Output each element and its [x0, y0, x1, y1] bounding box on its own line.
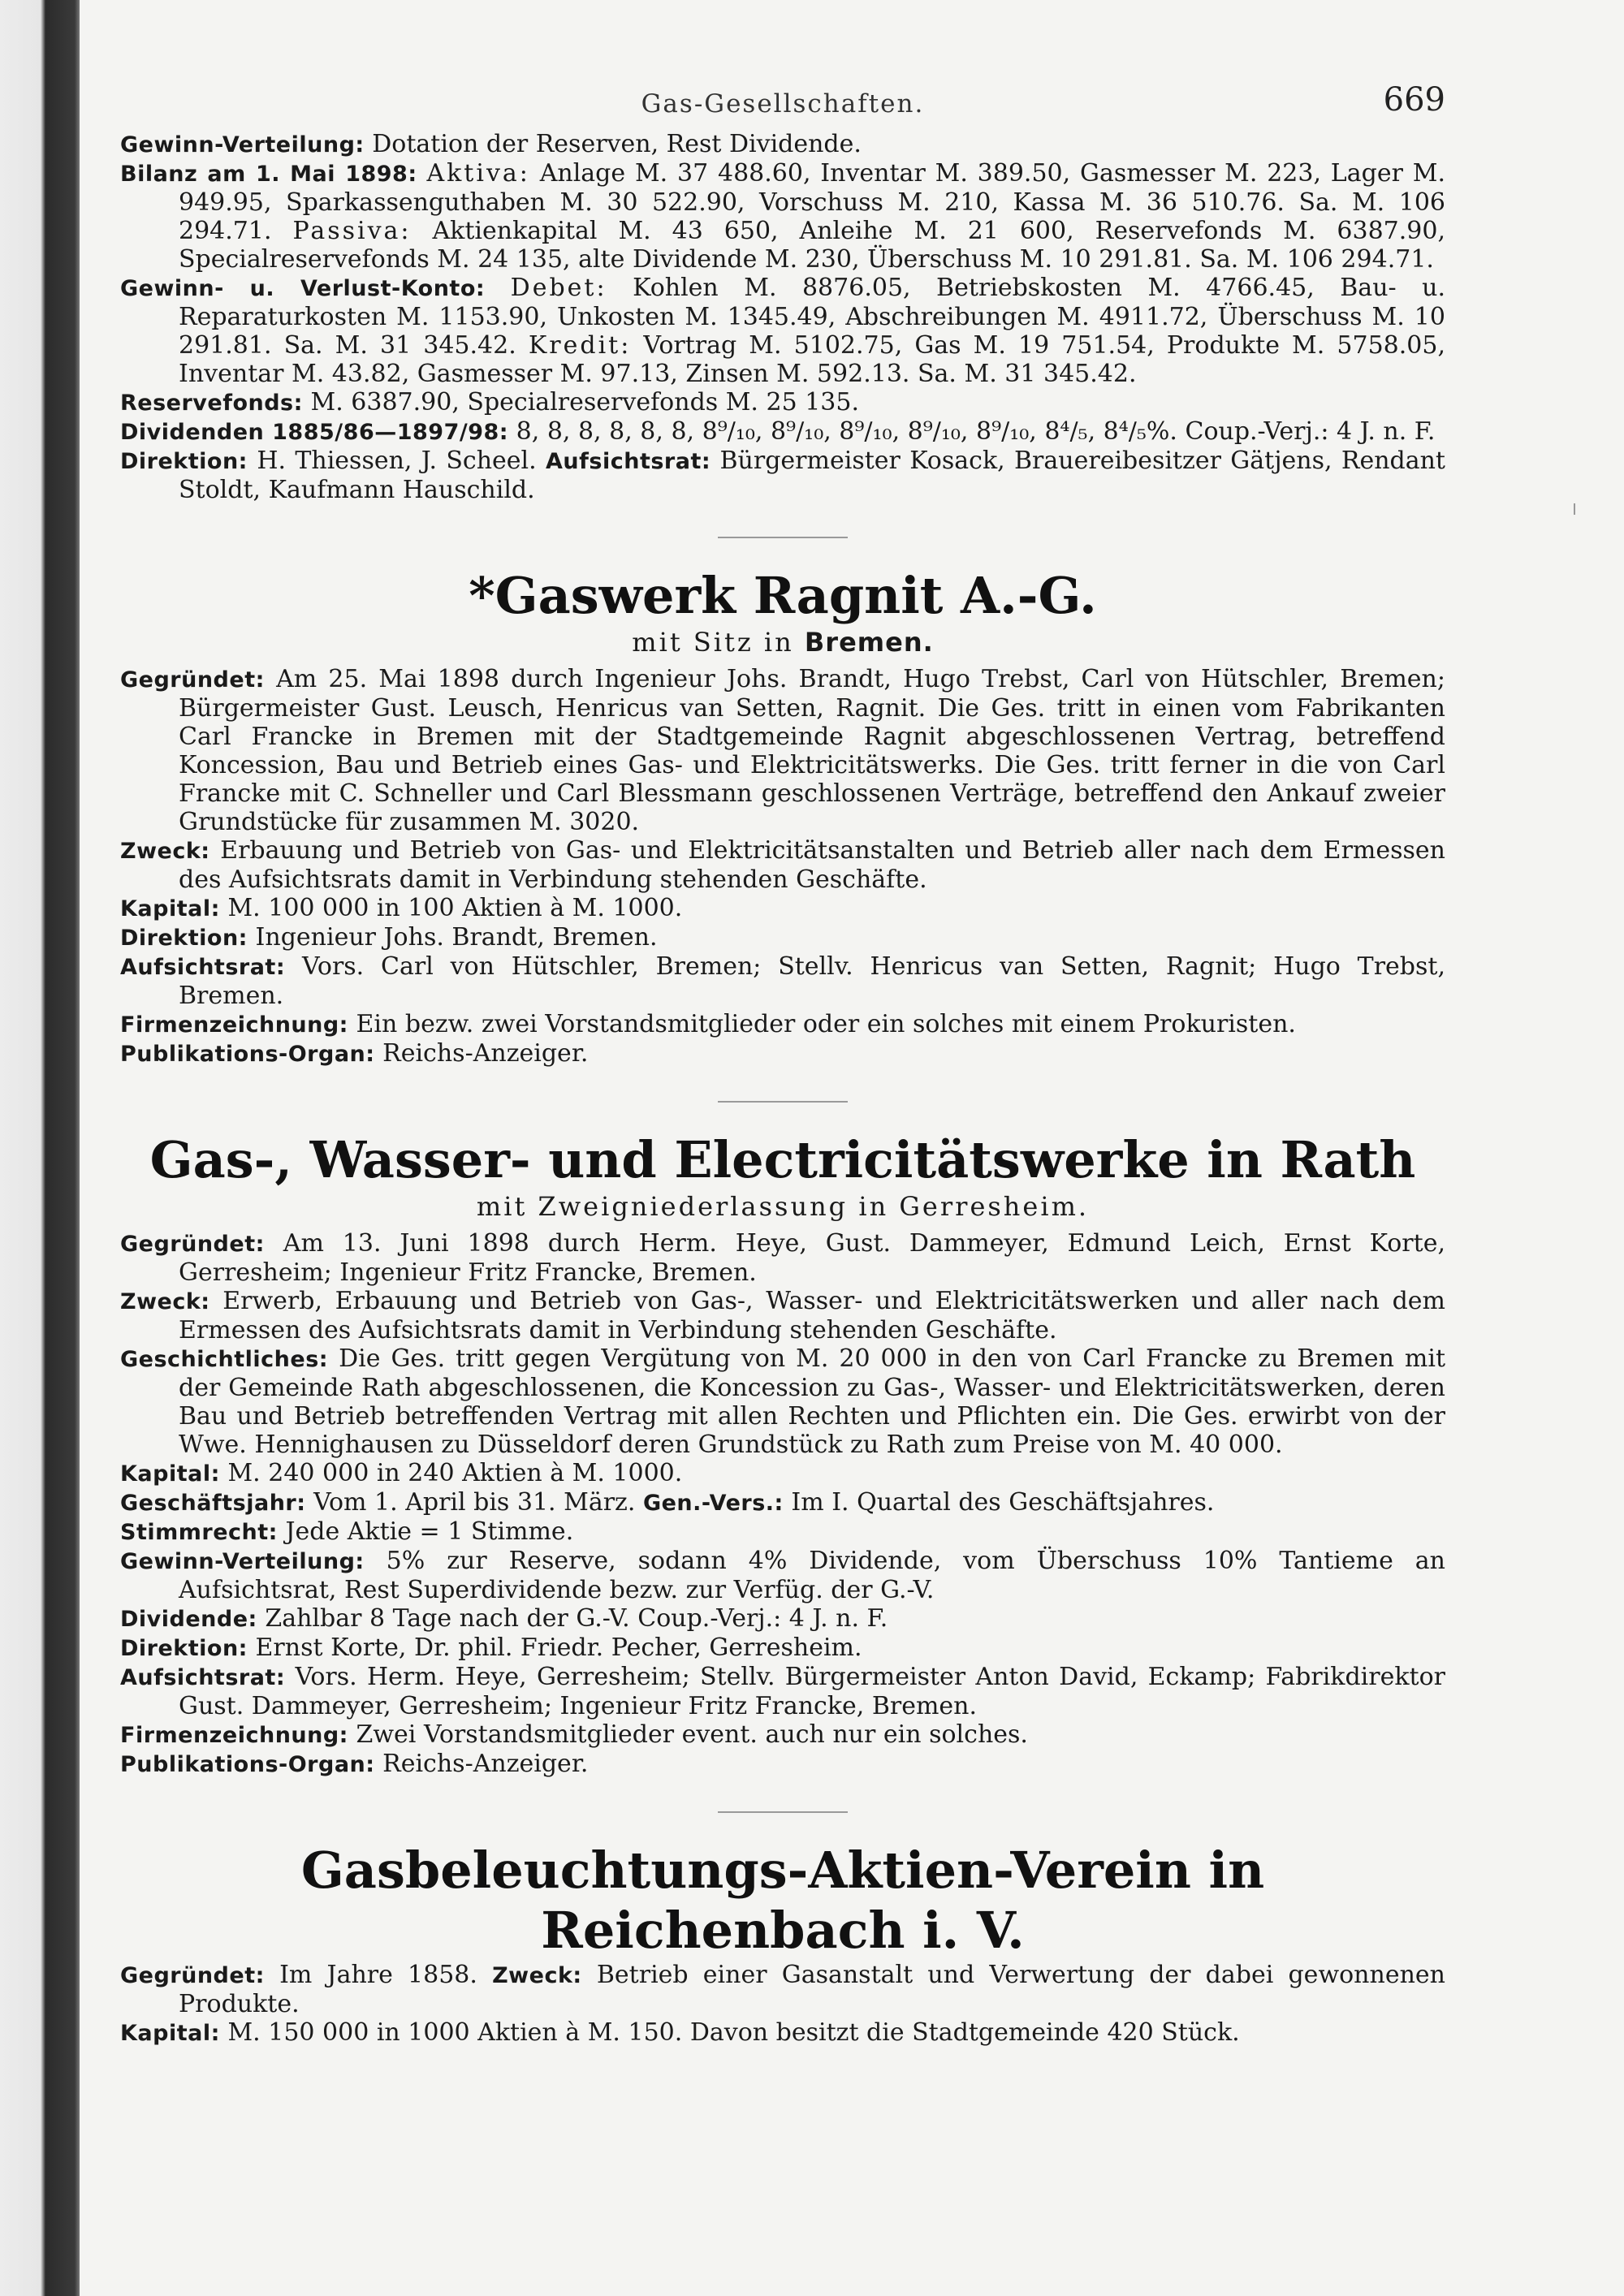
entry-text: M. 150 000 in 1000 Aktien à M. 150. Davon besitzt die Stadtgemeinde 420 Stück.	[227, 2018, 1240, 2047]
label: Reservefonds:	[120, 391, 303, 416]
entry-gegruendet	[120, 665, 1445, 836]
label: Kapital:	[120, 896, 220, 921]
entry-text: 8, 8, 8, 8, 8, 8, 8⁹/₁₀, 8⁹/₁₀, 8⁹/₁₀, 8⁹/₁₀, 8⁹/₁₀, 8⁴/₅, 8⁴/₅%. Coup.-Verj.: 4 J. n. F.	[516, 417, 1436, 446]
section-divider	[718, 1101, 848, 1103]
label: Dividenden 1885/86—1897/98:	[120, 420, 509, 445]
label: Kapital:	[120, 1461, 220, 1487]
label: Gegründet:	[120, 1963, 265, 1988]
entry-text: Erbauung und Betrieb von Gas- und Elektricitätsanstalten und Betrieb aller nach dem Ermessen des Aufsichtsrats damit in Verbindung stehenden Geschäfte.	[179, 836, 1445, 894]
label: Firmenzeichnung:	[120, 1723, 348, 1748]
label: Dividende:	[120, 1607, 257, 1632]
entry-zweck	[120, 836, 1445, 894]
entry-text: Vom 1. April bis 31. März.	[313, 1488, 636, 1517]
entry-text: M. 6387.90, Specialreservefonds M. 25 135.	[310, 388, 859, 416]
page-number: 669	[1383, 81, 1445, 119]
company-title: Gasbeleuchtungs-Aktien-Verein in Reichenbach i. V.	[300, 1841, 1265, 1960]
entry-bilanz	[120, 159, 1445, 274]
label: Kapital:	[120, 2021, 220, 2046]
subtitle-prefix: mit Sitz in	[632, 627, 794, 658]
entry-text: Reichs-Anzeiger.	[382, 1039, 589, 1068]
label: Gewinn-Verteilung:	[120, 1549, 365, 1574]
entry-text: Betrieb einer Gasanstalt und Verwertung der dabei gewonnenen Produkte.	[179, 1961, 1445, 2018]
entry-kapital	[120, 2018, 1445, 2048]
entry-gegruendet-zweck	[120, 1961, 1445, 2018]
aktiva-word: Aktiva:	[426, 159, 530, 188]
entry-text: Vors. Carl von Hütschler, Bremen; Stellv. Henricus van Setten, Ragnit; Hugo Trebst, Bremen.	[179, 952, 1445, 1010]
entry-zweck	[120, 1287, 1445, 1344]
subtitle-city: Bremen.	[804, 627, 934, 658]
entry-gewinn-verteilung	[120, 1547, 1445, 1604]
entry-text: Am 25. Mai 1898 durch Ingenieur Johs. Brandt, Hugo Trebst, Carl von Hütschler, Bremen; Bürgermeister Gust. Leusch, Henricus van Setten, Ragnit. Die Ges. tritt in einen vom Fabrikanten Carl Francke in Bremen mit der Stadtgemeinde Ragnit abgeschlossenen Vertrag, betreffend Koncession, Bau und Betrieb eines Gas- und Elektricitätswerks. Die Ges. tritt ferner in die von Carl Francke mit C. Schneller und Carl Blessmann geschlossenen Verträge, betreffend den Ankauf zweier Grundstücke für zusammen M. 3020.	[179, 665, 1445, 836]
entry-firmenzeichnung	[120, 1010, 1445, 1039]
entry-text: Jede Aktie = 1 Stimme.	[285, 1517, 574, 1546]
kredit-text: Vortrag M. 5102.75, Gas M. 19 751.54, Produkte M. 5758.05, Inventar M. 43.82, Gasmesser M. 97.13, Zinsen M. 592.13. Sa. M. 31 345.42.	[179, 331, 1445, 388]
entry-text: Bürgermeister Kosack, Brauereibesitzer Gätjens, Rendant Stoldt, Kaufmann Hauschild.	[179, 447, 1445, 504]
previous-company-section	[120, 130, 1445, 504]
entry-text: Ingenieur Johs. Brandt, Bremen.	[255, 923, 658, 952]
entry-direktion	[120, 1634, 1445, 1663]
entry-text: Ernst Korte, Dr. phil. Friedr. Pecher, Gerresheim.	[255, 1634, 862, 1662]
entry-text: Die Ges. tritt gegen Vergütung von M. 20 000 in den von Carl Francke zu Bremen mit der Gemeinde Rath abgeschlossenen, die Koncession zu Gas-, Wasser- und Elektricitätswerken, deren Bau und Betrieb betreffenden Vertrag mit allen Rechten und Pflichten ein. Die Ges. erwirbt von der Wwe. Hennighausen zu Düsseldorf deren Grundstück zu Rath zum Preise von M. 40 000.	[179, 1344, 1445, 1459]
entry-stimmrecht	[120, 1517, 1445, 1547]
label: Zweck:	[120, 839, 210, 864]
kredit-word: Kredit:	[528, 331, 632, 360]
entry-text: Dotation der Reserven, Rest Dividende.	[372, 130, 862, 158]
label: Geschichtliches:	[120, 1347, 329, 1372]
company-title: *Gaswerk Ragnit A.-G.	[469, 566, 1097, 625]
entry-text: H. Thiessen, J. Scheel.	[257, 447, 537, 475]
company-title: Gas-, Wasser- und Electricitätswerke in Rath	[149, 1130, 1416, 1189]
label: Firmenzeichnung:	[120, 1012, 348, 1038]
label: Gewinn-Verteilung:	[120, 132, 365, 158]
entry-kapital	[120, 894, 1445, 923]
label: Gen.-Vers.:	[642, 1491, 784, 1516]
entry-direktion	[120, 923, 1445, 952]
label: Stimmrecht:	[120, 1520, 278, 1545]
entry-firmenzeichnung	[120, 1720, 1445, 1750]
passiva-word: Passiva:	[292, 217, 412, 245]
company-reichenbach	[120, 1841, 1445, 2048]
entry-geschichtliches	[120, 1344, 1445, 1459]
label: Publikations-Organ:	[120, 1042, 375, 1067]
company-rath	[120, 1130, 1445, 1779]
debet-text: Kohlen M. 8876.05, Betriebskosten M. 4766.45, Bau- u. Reparaturkosten M. 1153.90, Unkosten M. 1345.49, Abschreibungen M. 4911.72, Überschuss M. 10 291.81. Sa. M. 31 345.42.	[179, 274, 1445, 360]
label: Zweck:	[120, 1289, 210, 1314]
entry-gewinn-verlust	[120, 274, 1445, 388]
section-divider	[718, 537, 848, 538]
label: Publikations-Organ:	[120, 1752, 375, 1777]
entry-aufsichtsrat	[120, 1663, 1445, 1720]
company-subtitle	[120, 626, 1445, 658]
entry-text: 5% zur Reserve, sodann 4% Dividende, vom Überschuss 10% Tantieme an Aufsichtsrat, Rest Superdividende bezw. zur Verfüg. der G.-V.	[179, 1547, 1445, 1604]
debet-word: Debet:	[510, 274, 607, 302]
entry-text: Im I. Quartal des Geschäftsjahres.	[791, 1488, 1215, 1517]
company-subtitle: mit Zweigniederlassung in Gerresheim.	[476, 1191, 1090, 1222]
entry-reservefonds	[120, 388, 1445, 417]
label: Aufsichtsrat:	[120, 1665, 286, 1690]
book-binding-shadow	[0, 0, 80, 2296]
entry-direktion-aufsichtsrat	[120, 447, 1445, 504]
label: Gegründet:	[120, 667, 265, 693]
entry-text: Am 13. Juni 1898 durch Herm. Heye, Gust. Dammeyer, Edmund Leich, Ernst Korte, Gerresheim; Ingenieur Fritz Francke, Bremen.	[179, 1229, 1445, 1287]
entry-text: Reichs-Anzeiger.	[382, 1750, 589, 1778]
page-content	[120, 81, 1445, 2048]
label: Zweck:	[492, 1963, 582, 1988]
label: Direktion:	[120, 1636, 248, 1661]
entry-text: M. 100 000 in 100 Aktien à M. 1000.	[227, 894, 683, 922]
label: Bilanz am 1. Mai 1898:	[120, 162, 417, 187]
entry-kapital	[120, 1459, 1445, 1488]
entry-dividenden	[120, 417, 1445, 447]
passiva-text: Aktienkapital M. 43 650, Anleihe M. 21 600, Reservefonds M. 6387.90, Specialreservefonds M. 24 135, alte Dividende M. 230, Überschuss M. 10 291.81. Sa. M. 106 294.71.	[179, 217, 1445, 274]
entry-dividende	[120, 1604, 1445, 1634]
label: Direktion:	[120, 926, 248, 951]
section-divider	[718, 1811, 848, 1813]
label: Aufsichtsrat:	[546, 449, 711, 474]
entry-text: Erwerb, Erbauung und Betrieb von Gas-, Wasser- und Elektricitätswerken und aller nach dem Ermessen des Aufsichtsrats damit in Verbindung stehenden Geschäfte.	[179, 1287, 1446, 1344]
entry-aufsichtsrat	[120, 952, 1445, 1010]
aktiva-text: Anlage M. 37 488.60, Inventar M. 389.50, Gasmesser M. 223, Lager M. 949.95, Sparkassenguthaben M. 30 522.90, Vorschuss M. 210, Kassa M. 36 510.76. Sa. M. 106 294.71.	[179, 159, 1445, 245]
entry-text: Zwei Vorstandsmitglieder event. auch nur ein solches.	[356, 1720, 1028, 1749]
entry-geschaeftsjahr	[120, 1488, 1445, 1517]
entry-publikation	[120, 1039, 1445, 1068]
entry-text: Ein bezw. zwei Vorstandsmitglieder oder ein solches mit einem Prokuristen.	[356, 1010, 1296, 1038]
label: Direktion:	[120, 449, 248, 474]
entry-text: Im Jahre 1858.	[279, 1961, 477, 1989]
margin-mark	[1574, 503, 1575, 515]
label: Gewinn- u. Verlust-Konto:	[120, 276, 486, 301]
entry-gewinn-verteilung	[120, 130, 1445, 159]
entry-text: Zahlbar 8 Tage nach der G.-V. Coup.-Verj.: 4 J. n. F.	[265, 1604, 888, 1633]
label: Aufsichtsrat:	[120, 955, 286, 980]
label: Gegründet:	[120, 1232, 265, 1257]
running-head	[120, 81, 1445, 130]
company-gaswerk-ragnit	[120, 566, 1445, 1068]
entry-gegruendet	[120, 1229, 1445, 1287]
entry-text: M. 240 000 in 240 Aktien à M. 1000.	[227, 1459, 683, 1487]
label: Geschäftsjahr:	[120, 1491, 306, 1516]
entry-publikation	[120, 1750, 1445, 1779]
entry-text: Vors. Herm. Heye, Gerresheim; Stellv. Bürgermeister Anton David, Eckamp; Fabrikdirektor Gust. Dammeyer, Gerresheim; Ingenieur Fritz Francke, Bremen.	[179, 1663, 1445, 1720]
running-title: Gas-Gesellschaften.	[641, 89, 925, 119]
